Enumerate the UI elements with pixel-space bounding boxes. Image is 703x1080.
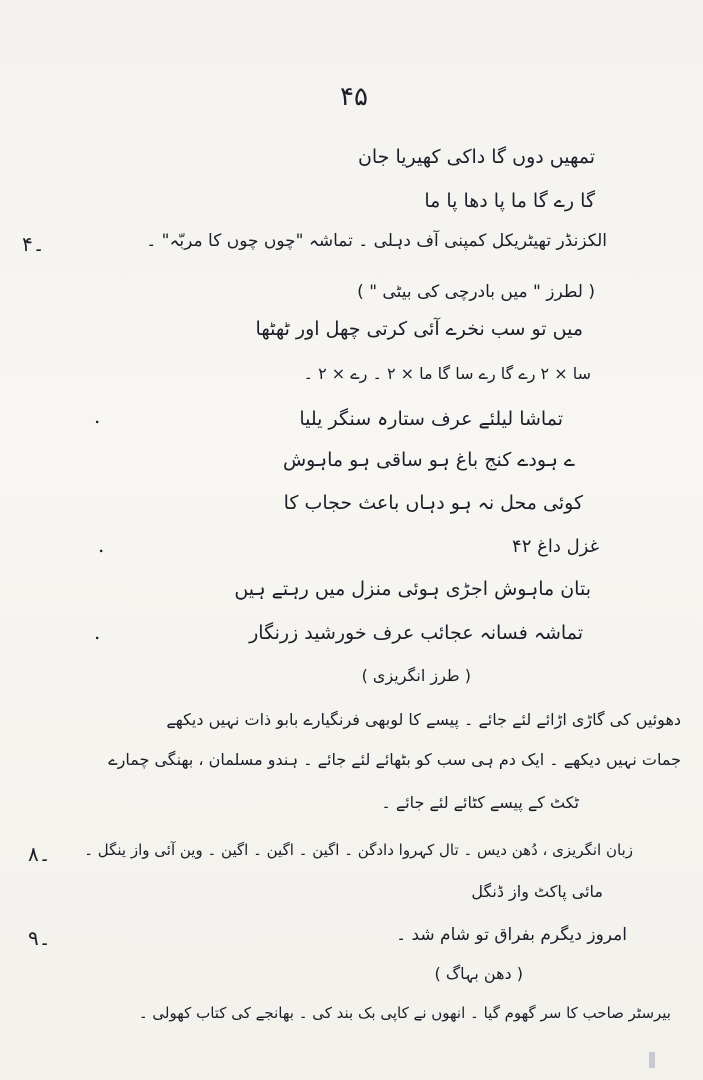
text-line: مائی پاکٹ واز ڈنگل [471,882,603,901]
text-line: کوئی محل نہ ہو دہاں باعث حجاب کا [283,492,583,514]
text-line: تماشہ فسانہ عجائب عرف خورشید زرنگار [249,622,583,644]
scan-artifact [649,1052,655,1068]
text-line: بتان ماہوش اجڑی ہوئی منزل میں رہتے ہیں [234,578,591,600]
text-line: ( لطرز " میں بادرچی کی بیٹی " ) [357,282,595,302]
text-line: زبان انگریزی ، دُھن دیس ۔ تال کہروا دادگن ۔ اگین ۔ اگین ۔ اگین ۔ وین آئی واز ینگل ۔ [84,841,633,859]
text-line: دھوئیں کی گاڑی اڑائے لئے جائے ۔ پیسے کا لوبھی فرنگیارے بابو ذات نہیں دیکھے [166,710,681,729]
text-line: ( طرز انگریزی ) [361,666,471,685]
text-line: غزل داغ ۴۲ [512,536,599,557]
item-bullet: . [94,404,101,428]
text-line: الکزنڈر تھیٹریکل کمپنی آف دہلی ۔ تماشہ "چوں چوں کا مربّہ" ۔ [146,231,607,251]
page-number: ۴۵ [340,82,368,112]
text-line: جمات نہیں دیکھے ۔ ایک دم ہی سب کو بٹھائے لئے جائے ۔ ہندو مسلمان ، بھنگی چمارے [108,750,681,769]
text-line: گا رے گا ما پا دھا پا ما [424,190,595,212]
text-line: ے ہودے کنج باغ ہو ساقی ہو ماہوش [282,449,575,471]
text-line: ٹکٹ کے پیسے کٹائے لئے جائے ۔ [381,793,579,812]
item-number: ۸۔ [28,842,51,866]
item-bullet: . [98,533,105,557]
notation-line: سا × ۲ رے گا رے سا گا ما × ۲ ۔ رے × ۲ ۔ [303,364,591,383]
text-line: میں تو سب نخرے آئی کرتی چھل اور ٹھٹھا [255,318,583,340]
text-line: تماشا لیلئے عرف ستارہ سنگر یلیا [299,408,563,430]
item-number: ۹۔ [28,926,51,950]
text-line: امروز دیگرم بفراق تو شام شد ۔ [396,925,627,945]
text-line: تمھیں دوں گا داکی کھیریا جان [357,146,595,168]
item-number: ۴۔ [22,232,45,256]
text-line: ( دھن بہاگ ) [434,964,523,983]
text-line: بیرسٹر صاحب کا سر گھوم گیا ۔ انھوں نے کاپی بک بند کی ۔ بھانجے کی کتاب کھولی ۔ [138,1004,671,1022]
item-bullet: . [94,620,101,644]
